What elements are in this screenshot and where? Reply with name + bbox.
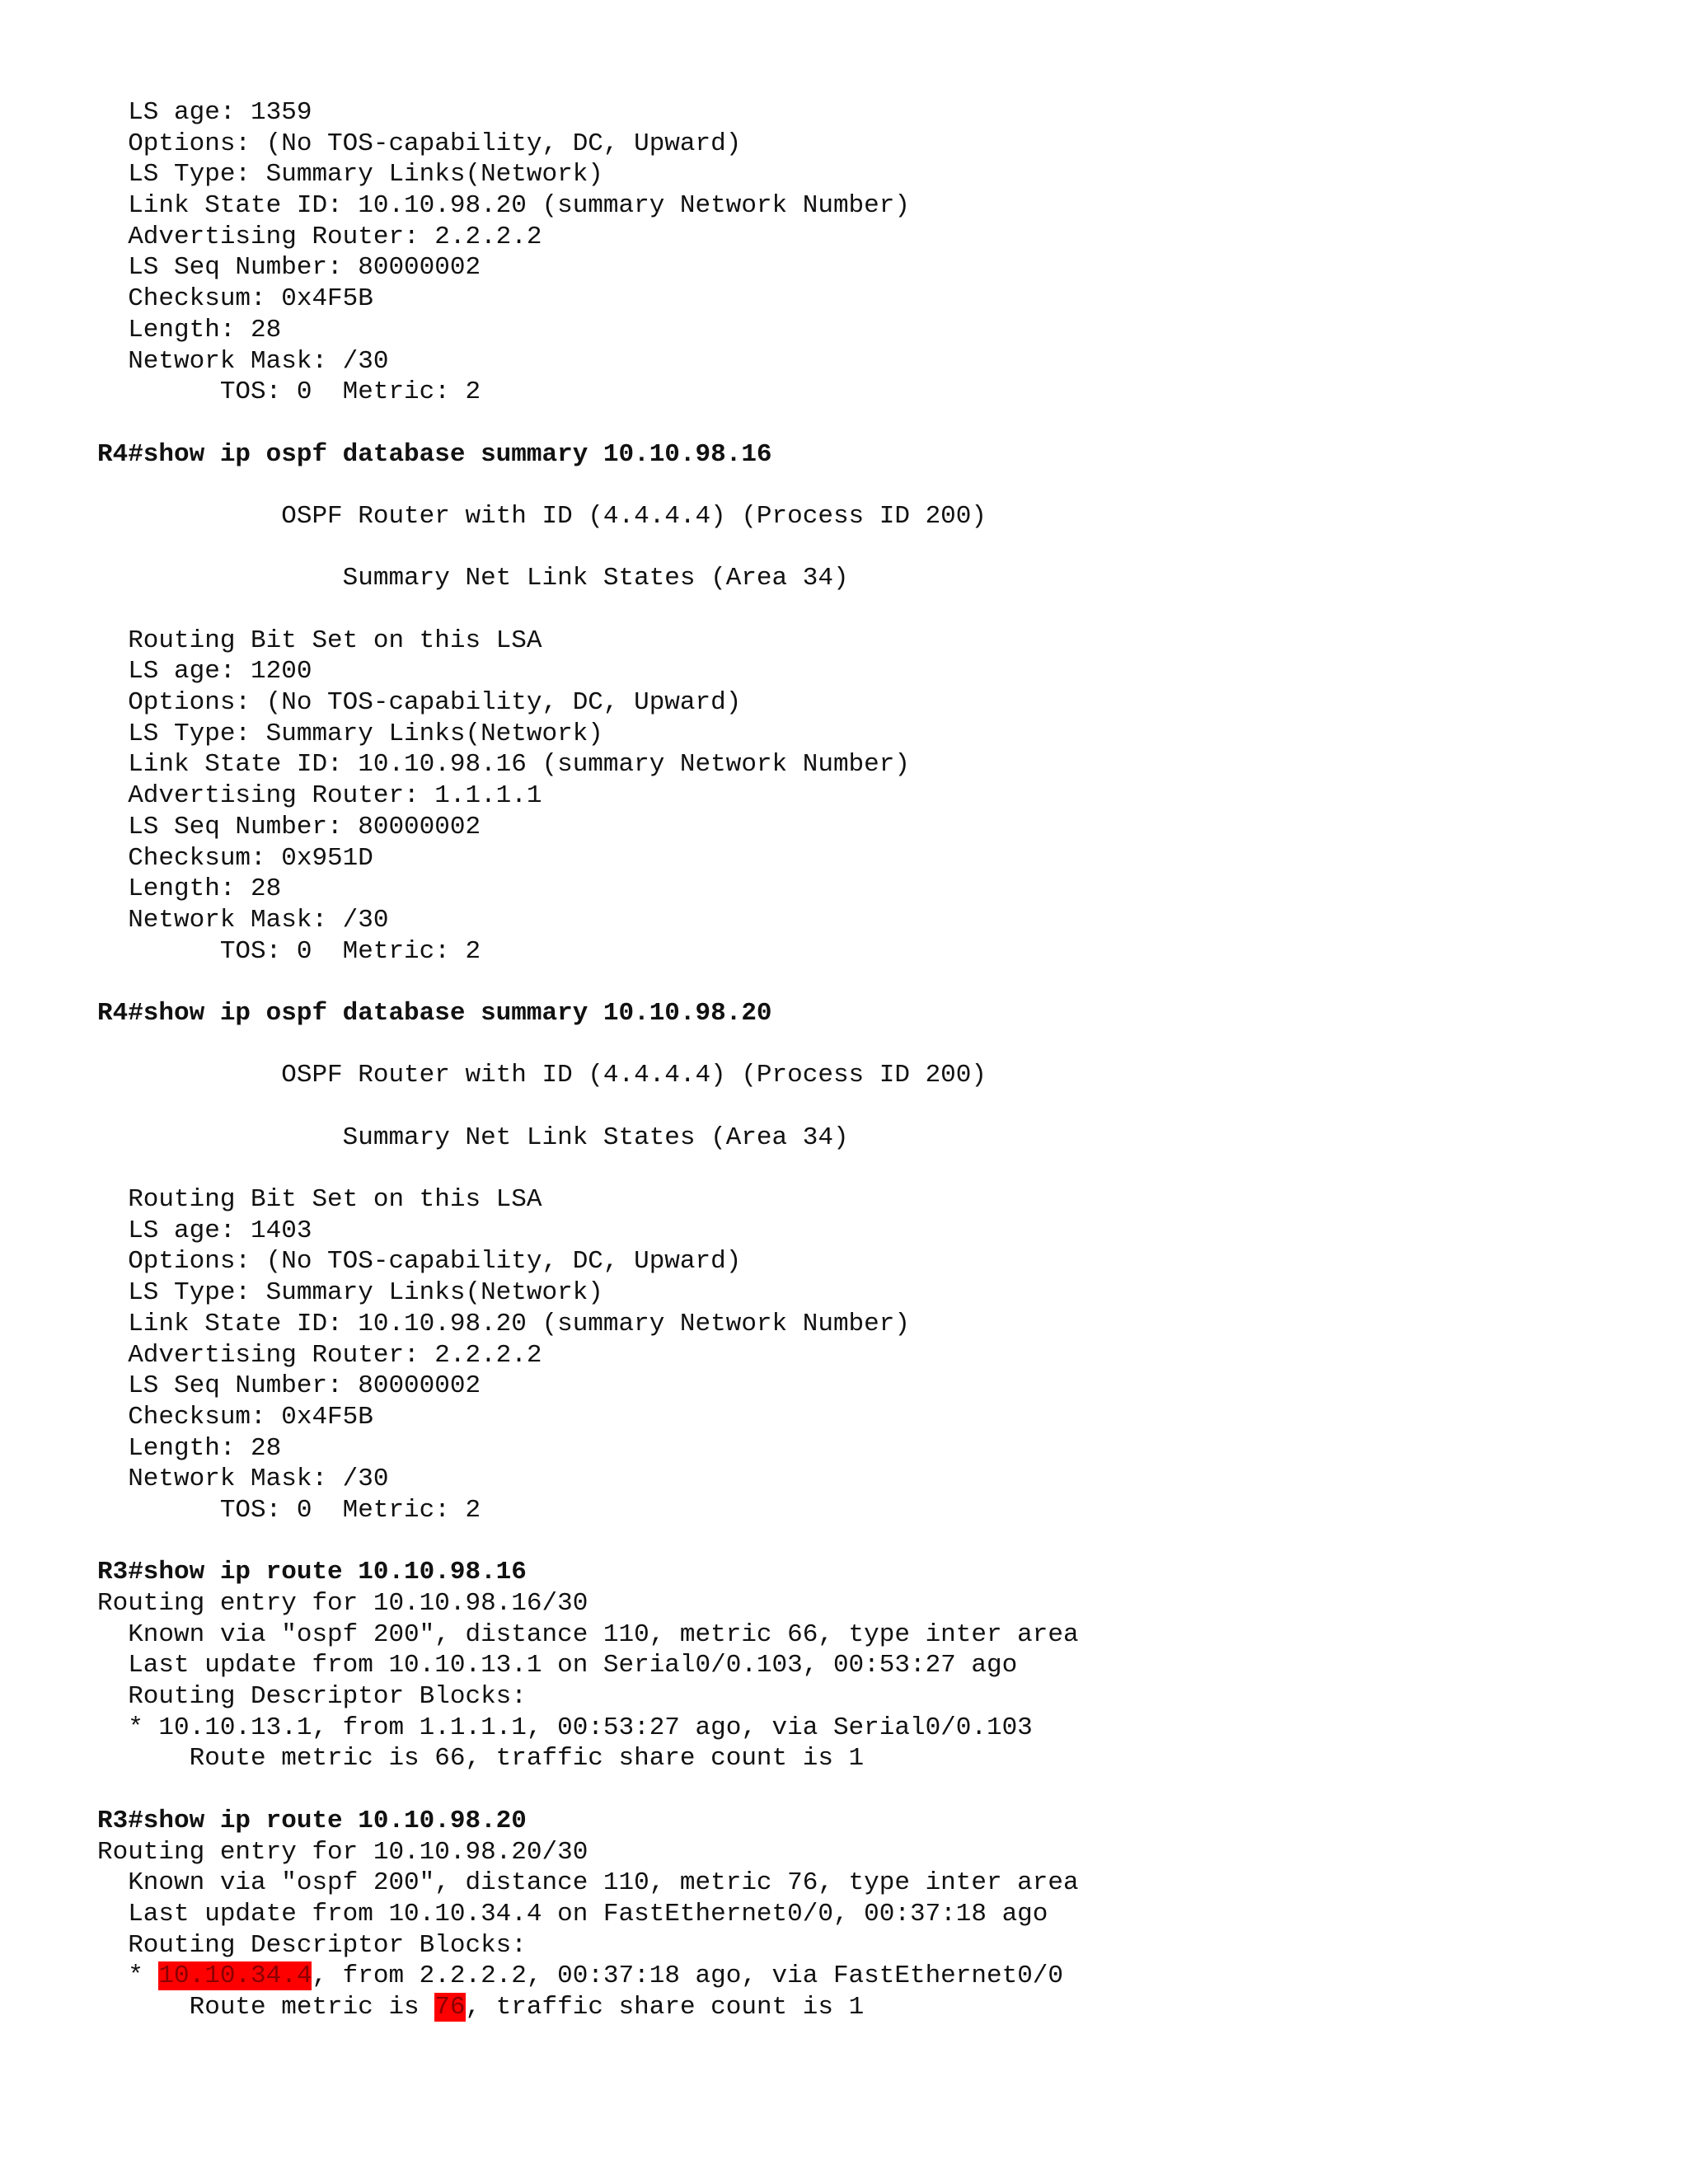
output-line: Route metric is 66, traffic share count is 1 [97, 1744, 865, 1774]
output-line: Routing entry for 10.10.98.20/30 [97, 1837, 588, 1867]
output-line: Network Mask: /30 [97, 346, 389, 376]
output-text-segment: , from 2.2.2.2, 00:37:18 ago, via FastEthernet0/0 [312, 1961, 1064, 1991]
output-line: Checksum: 0x951D [97, 843, 373, 873]
blank-line [97, 1091, 1079, 1122]
output-line: LS Type: Summary Links(Network) [97, 160, 603, 190]
highlighted-value: 76 [434, 1992, 466, 2022]
output-text-segment: , traffic share count is 1 [465, 1992, 865, 2022]
blank-line [97, 1774, 1079, 1806]
output-line: Last update from 10.10.13.1 on Serial0/0.103, 00:53:27 ago [97, 1651, 1018, 1680]
output-line: TOS: 0 Metric: 2 [97, 1495, 481, 1525]
output-line: Last update from 10.10.34.4 on FastEthernet0/0, 00:37:18 ago [97, 1899, 1048, 1929]
blank-line [97, 532, 1079, 564]
output-line: Length: 28 [97, 315, 282, 344]
output-line: Known via "ospf 200", distance 110, metric 66, type inter area [97, 1619, 1079, 1649]
output-line: Summary Net Link States (Area 34) [97, 1122, 849, 1152]
output-line: Network Mask: /30 [97, 905, 389, 935]
output-line: Link State ID: 10.10.98.20 (summary Network Number) [97, 191, 910, 221]
output-line: Options: (No TOS-capability, DC, Upward) [97, 129, 742, 158]
output-line: LS Seq Number: 80000002 [97, 253, 481, 283]
highlighted-value: 10.10.34.4 [158, 1961, 312, 1991]
output-line: LS age: 1200 [97, 657, 312, 687]
blank-line [97, 1153, 1079, 1184]
output-line: Link State ID: 10.10.98.20 (summary Network Number) [97, 1309, 910, 1338]
output-line: Link State ID: 10.10.98.16 (summary Network Number) [97, 750, 910, 780]
blank-line [97, 408, 1079, 439]
output-line: Options: (No TOS-capability, DC, Upward) [97, 688, 742, 718]
output-line: Options: (No TOS-capability, DC, Upward) [97, 1247, 742, 1277]
output-line: Checksum: 0x4F5B [97, 1402, 373, 1432]
output-line: LS Type: Summary Links(Network) [97, 1278, 603, 1308]
output-line: Routing Descriptor Blocks: [97, 1682, 527, 1712]
blank-line [97, 594, 1079, 626]
output-line: Length: 28 [97, 1433, 282, 1463]
output-line: Advertising Router: 2.2.2.2 [97, 1340, 542, 1370]
command-line: R4#show ip ospf database summary 10.10.98.16 [97, 439, 772, 469]
output-line: LS Seq Number: 80000002 [97, 1371, 481, 1401]
output-line: Network Mask: /30 [97, 1465, 389, 1494]
command-line: R3#show ip route 10.10.98.20 [97, 1806, 527, 1835]
blank-line [97, 470, 1079, 501]
output-line: Summary Net Link States (Area 34) [97, 564, 849, 593]
output-line: LS age: 1359 [97, 98, 312, 127]
terminal-output-document [97, 97, 1079, 2023]
command-line: R3#show ip route 10.10.98.16 [97, 1558, 527, 1587]
output-line: Length: 28 [97, 874, 282, 904]
output-line [97, 1961, 1079, 1992]
output-line: OSPF Router with ID (4.4.4.4) (Process ID 200) [97, 1061, 987, 1090]
output-line [97, 1992, 1079, 2023]
output-line: Advertising Router: 2.2.2.2 [97, 222, 542, 251]
blank-line [97, 1029, 1079, 1061]
output-line: Advertising Router: 1.1.1.1 [97, 781, 542, 811]
output-line: TOS: 0 Metric: 2 [97, 377, 481, 407]
blank-line [97, 967, 1079, 998]
output-text-segment: Route metric is [97, 1992, 435, 2022]
output-text-segment: * [97, 1961, 159, 1991]
output-line: LS Seq Number: 80000002 [97, 812, 481, 841]
output-line: Routing Bit Set on this LSA [97, 1185, 542, 1215]
blank-line [97, 1526, 1079, 1558]
output-line: Routing Descriptor Blocks: [97, 1930, 527, 1960]
output-line: LS Type: Summary Links(Network) [97, 719, 603, 748]
output-line: LS age: 1403 [97, 1216, 312, 1245]
output-line: Routing entry for 10.10.98.16/30 [97, 1589, 588, 1618]
output-line: Checksum: 0x4F5B [97, 284, 373, 314]
output-line: Known via "ospf 200", distance 110, metric 76, type inter area [97, 1868, 1079, 1898]
command-line: R4#show ip ospf database summary 10.10.98.20 [97, 998, 772, 1028]
output-line: OSPF Router with ID (4.4.4.4) (Process ID 200) [97, 501, 987, 531]
output-line: Routing Bit Set on this LSA [97, 626, 542, 655]
output-line: * 10.10.13.1, from 1.1.1.1, 00:53:27 ago, via Serial0/0.103 [97, 1713, 1033, 1742]
output-line: TOS: 0 Metric: 2 [97, 936, 481, 966]
